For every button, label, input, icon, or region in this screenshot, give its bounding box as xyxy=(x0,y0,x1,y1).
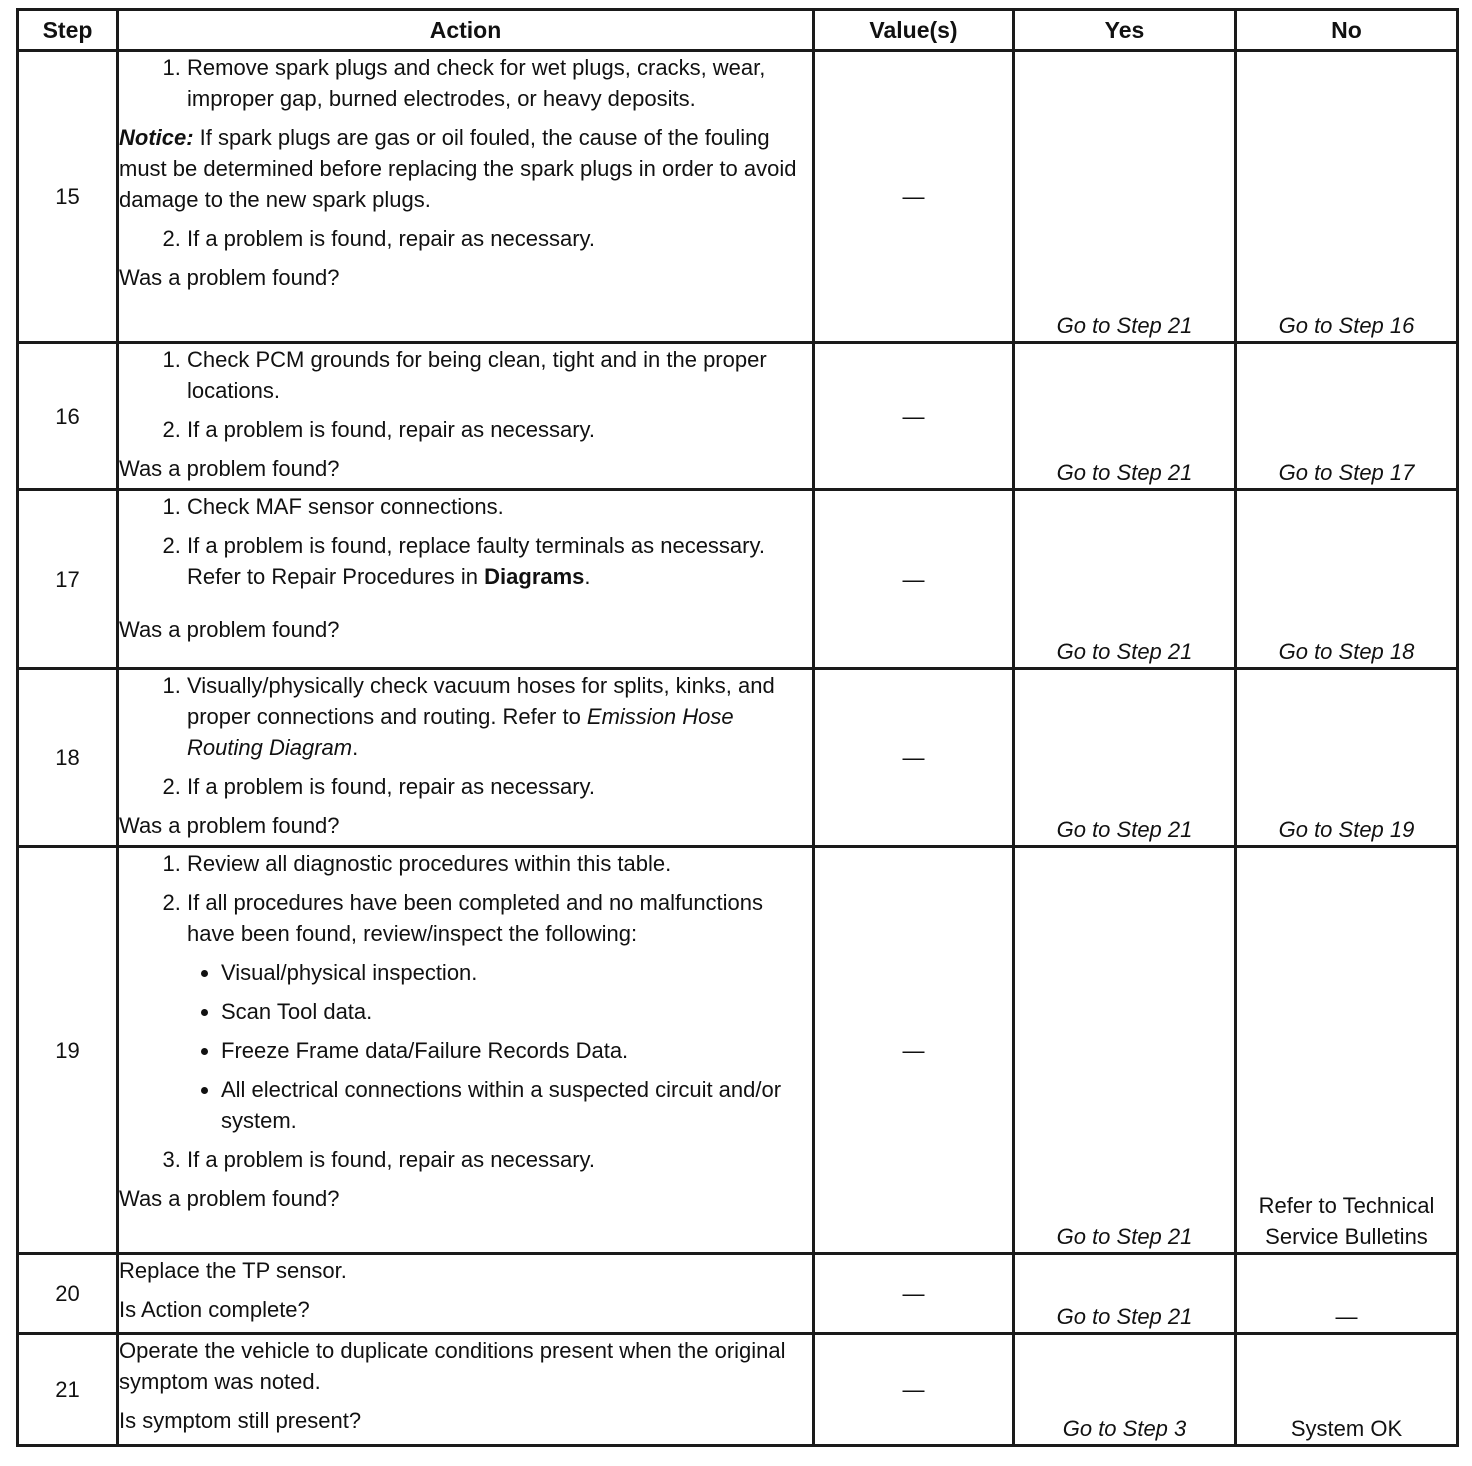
action-cell xyxy=(118,1334,814,1446)
yes-result: Go to Step 3 xyxy=(1014,1334,1236,1446)
list-item: • Visual/physical inspection. xyxy=(221,957,812,988)
action-item-text: If a problem is found, replace faulty terminals as necessary. Refer to Repair Procedures in xyxy=(187,533,765,589)
table-row-step-21 xyxy=(18,1334,1458,1446)
list-item: • Freeze Frame data/Failure Records Data. xyxy=(221,1035,812,1066)
notice-label: Notice: xyxy=(119,125,194,150)
value-cell: — xyxy=(814,1254,1014,1334)
yes-result: Go to Step 21 xyxy=(1014,847,1236,1254)
action-cell xyxy=(118,1254,814,1334)
step-number: 18 xyxy=(18,669,118,847)
action-item: 2. If a problem is found, repair as necessary. xyxy=(187,223,812,254)
value-cell: — xyxy=(814,669,1014,847)
action-item: 2. If a problem is found, repair as necessary. xyxy=(187,771,812,802)
action-question: Was a problem found? xyxy=(119,456,340,481)
action-item-text: If all procedures have been completed and no malfunctions have been found, review/inspect the following: xyxy=(187,890,764,946)
value-cell: — xyxy=(814,490,1014,669)
action-cell xyxy=(118,51,814,343)
value-cell: — xyxy=(814,51,1014,343)
no-result: Go to Step 18 xyxy=(1236,490,1458,669)
action-cell xyxy=(118,490,814,669)
no-result: Refer to Technical Service Bulletins xyxy=(1236,847,1458,1254)
action-steps xyxy=(119,52,812,114)
step-number: 20 xyxy=(18,1254,118,1334)
step-number: 15 xyxy=(18,51,118,343)
action-item xyxy=(187,887,812,1136)
action-item-end: . xyxy=(584,564,591,589)
action-steps xyxy=(119,491,812,592)
action-item: 1. Review all diagnostic procedures within this table. xyxy=(187,848,812,879)
action-item xyxy=(187,670,812,763)
inspection-list xyxy=(187,957,812,1136)
list-item: • Scan Tool data. xyxy=(221,996,812,1027)
no-result: System OK xyxy=(1236,1334,1458,1446)
action-item-end: . xyxy=(352,735,359,760)
hose-diagram-ref: Emission Hose Routing Diagram xyxy=(187,704,734,760)
action-item xyxy=(187,530,812,592)
value-cell: — xyxy=(814,343,1014,490)
action-steps xyxy=(119,848,812,1175)
action-item: 1. Check MAF sensor connections. xyxy=(187,491,812,522)
notice-text: If spark plugs are gas or oil fouled, the cause of the fouling must be determined before replacing the spark plugs in order to avoid damage to the new spark plugs. xyxy=(119,125,797,212)
action-steps xyxy=(119,670,812,802)
action-question: Is symptom still present? xyxy=(119,1408,362,1433)
step-number: 21 xyxy=(18,1334,118,1446)
no-result: — xyxy=(1236,1254,1458,1334)
yes-result: Go to Step 21 xyxy=(1014,490,1236,669)
action-question: Is Action complete? xyxy=(119,1297,310,1322)
header-values: Value(s) xyxy=(814,10,1014,51)
step-number: 19 xyxy=(18,847,118,1254)
action-question: Was a problem found? xyxy=(119,617,340,642)
value-cell: — xyxy=(814,847,1014,1254)
header-step: Step xyxy=(18,10,118,51)
table-row-step-20 xyxy=(18,1254,1458,1334)
header-row xyxy=(18,10,1458,51)
list-item: • All electrical connections within a suspected circuit and/or system. xyxy=(221,1074,812,1136)
action-line: Operate the vehicle to duplicate conditions present when the original symptom was noted. xyxy=(119,1338,786,1394)
action-cell xyxy=(118,847,814,1254)
table-row-step-18 xyxy=(18,669,1458,847)
diagrams-ref: Diagrams xyxy=(484,564,585,589)
table-row-step-16 xyxy=(18,343,1458,490)
action-cell xyxy=(118,669,814,847)
action-question: Was a problem found? xyxy=(119,265,340,290)
table-row-step-15 xyxy=(18,51,1458,343)
table-row-step-17 xyxy=(18,490,1458,669)
header-yes: Yes xyxy=(1014,10,1236,51)
action-question: Was a problem found? xyxy=(119,1186,340,1211)
action-steps xyxy=(119,344,812,445)
action-item: 1. Remove spark plugs and check for wet plugs, cracks, wear, improper gap, burned electrodes, or heavy deposits. xyxy=(187,52,812,114)
step-number: 17 xyxy=(18,490,118,669)
notice xyxy=(119,122,812,215)
action-question: Was a problem found? xyxy=(119,813,340,838)
diagnostic-table xyxy=(16,8,1459,1447)
step-number: 16 xyxy=(18,343,118,490)
action-item: 3. If a problem is found, repair as necessary. xyxy=(187,1144,812,1175)
action-line: Replace the TP sensor. xyxy=(119,1258,347,1283)
action-item: 1. Check PCM grounds for being clean, tight and in the proper locations. xyxy=(187,344,812,406)
value-cell: — xyxy=(814,1334,1014,1446)
no-result: Go to Step 17 xyxy=(1236,343,1458,490)
yes-result: Go to Step 21 xyxy=(1014,343,1236,490)
yes-result: Go to Step 21 xyxy=(1014,669,1236,847)
action-item-text: Visually/physically check vacuum hoses for splits, kinks, and proper connections and routing. Refer to xyxy=(187,673,775,729)
table-row-step-19 xyxy=(18,847,1458,1254)
action-steps xyxy=(119,223,812,254)
header-no: No xyxy=(1236,10,1458,51)
no-result: Go to Step 16 xyxy=(1236,51,1458,343)
action-cell xyxy=(118,343,814,490)
action-item: 2. If a problem is found, repair as necessary. xyxy=(187,414,812,445)
header-action: Action xyxy=(118,10,814,51)
no-result: Go to Step 19 xyxy=(1236,669,1458,847)
yes-result: Go to Step 21 xyxy=(1014,1254,1236,1334)
yes-result: Go to Step 21 xyxy=(1014,51,1236,343)
